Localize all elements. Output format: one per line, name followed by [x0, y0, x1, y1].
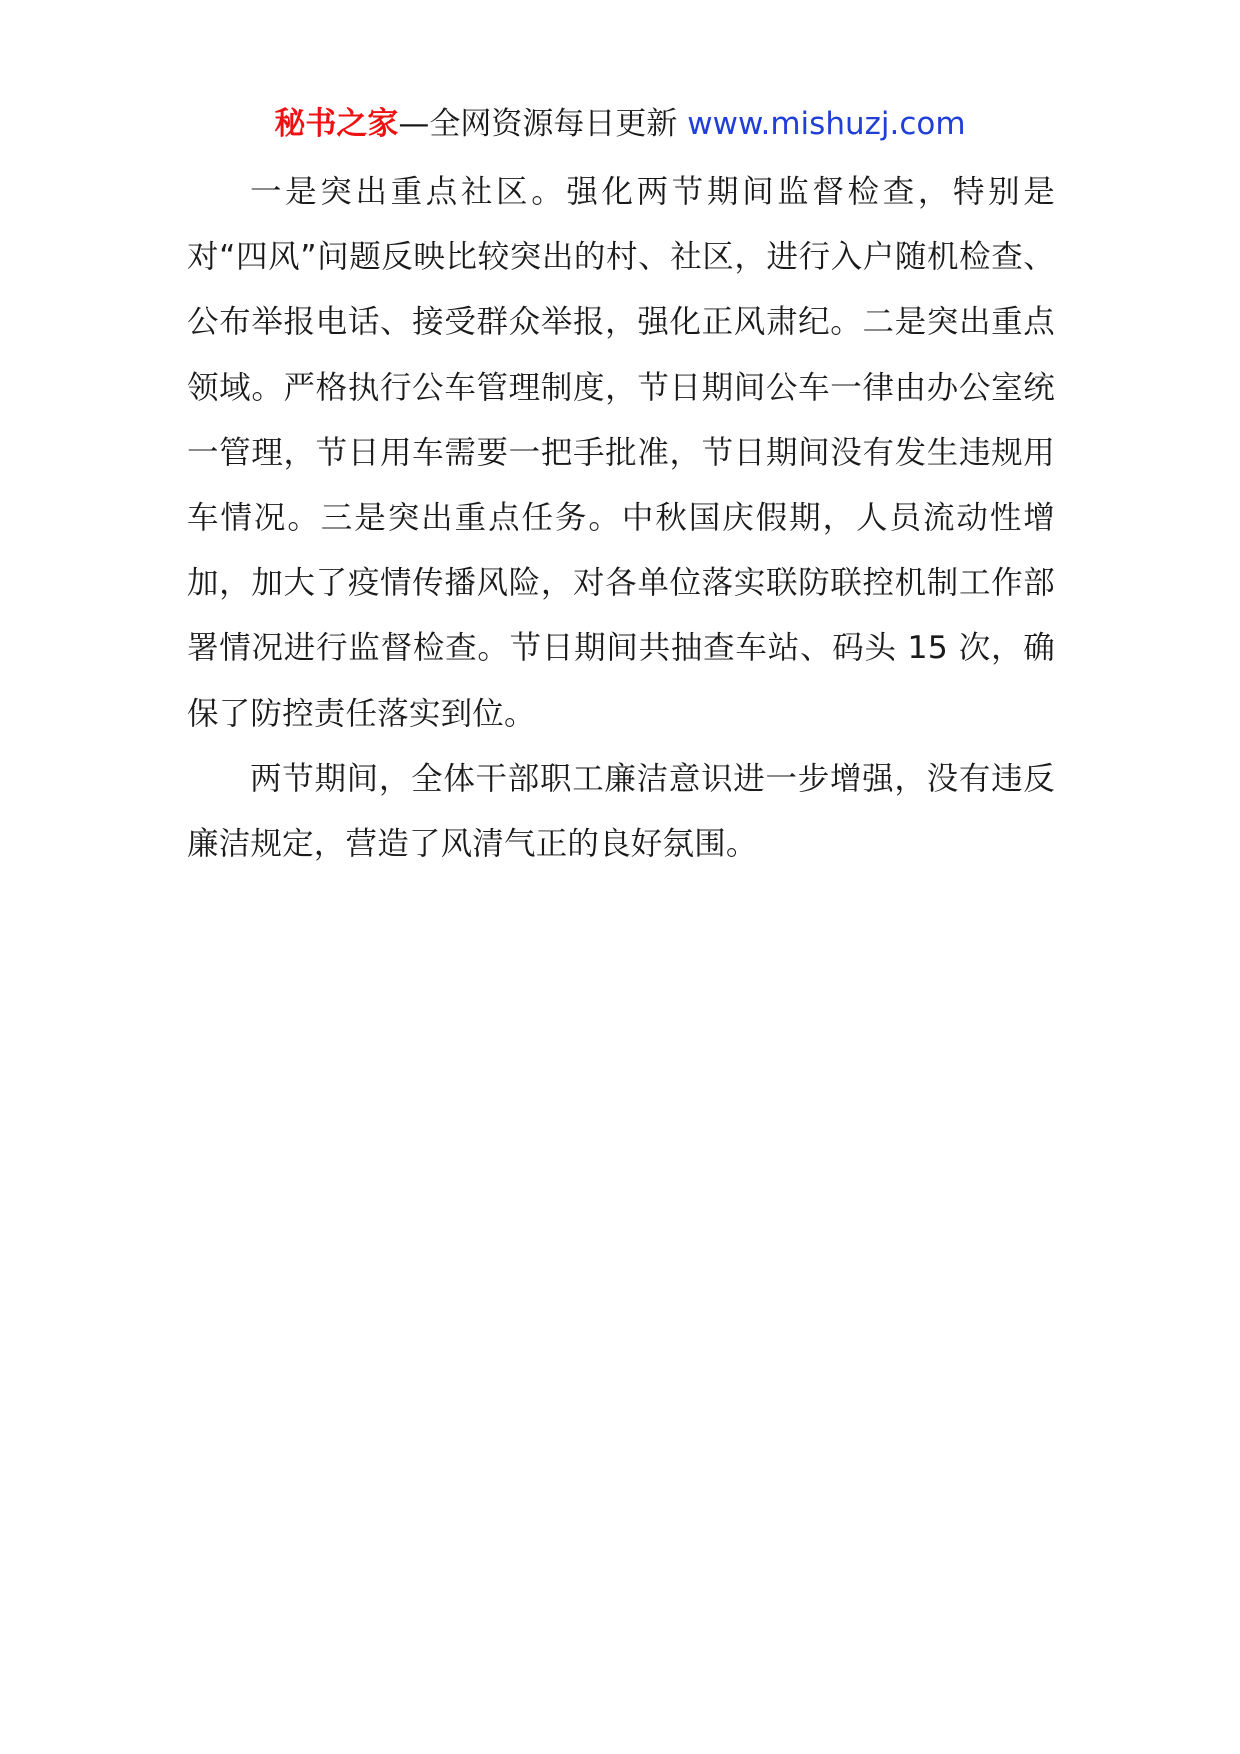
- site-header: [0, 100, 1240, 148]
- site-url-link[interactable]: www.mishuzj.com: [687, 106, 966, 142]
- paragraph-1: 一是突出重点社区。强化两节期间监督检查，特别是对“四风”问题反映比较突出的村、社区，进行入户随机检查、公布举报电话、接受群众举报，强化正风肃纪。二是突出重点领域。严格执行公车管理制度，节日期间公车一律由办公室统一管理，节日用车需要一把手批准，节日期间没有发生违规用车情况。三是突出重点任务。中秋国庆假期，人员流动性增加，加大了疫情传播风险，对各单位落实联防联控机制工作部署情况进行监督检查。节日期间共抽查车站、码头 15 次，确保了防控责任落实到位。: [187, 174, 1055, 732]
- header-tagline: —全网资源每日更新: [398, 106, 678, 142]
- brand-name: 秘书之家: [274, 106, 399, 142]
- document-body: [187, 160, 1055, 877]
- paragraph-2: 两节期间，全体干部职工廉洁意识进一步增强，没有违反廉洁规定，营造了风清气正的良好氛围。: [187, 760, 1055, 863]
